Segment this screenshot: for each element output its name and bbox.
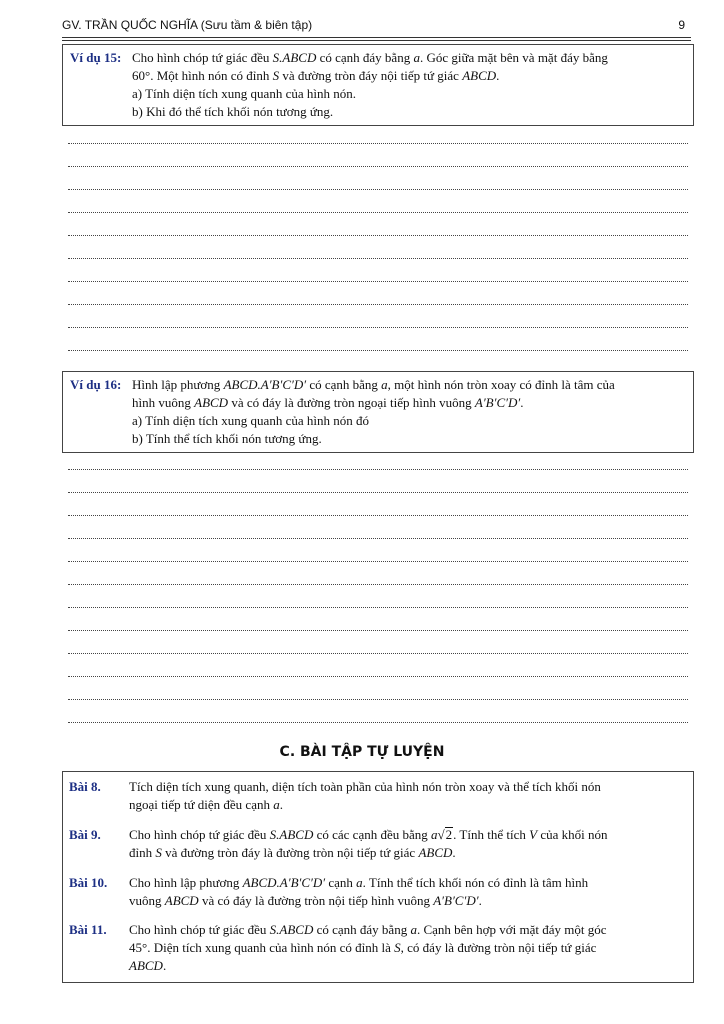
exercise-8-line1: Tích diện tích xung quanh, diện tích toàn phần của hình nón tròn xoay và thể tích khối nón — [129, 779, 601, 794]
exercise-10-label: Bài 10. — [69, 875, 108, 890]
answer-line — [68, 304, 688, 305]
answer-line — [68, 584, 688, 585]
exercises-box — [62, 771, 694, 983]
answer-line — [68, 561, 688, 562]
answer-line — [68, 722, 688, 723]
header-title: GV. TRẦN QUỐC NGHĨA (Sưu tầm & biên tập) — [62, 18, 313, 32]
answer-line — [68, 166, 688, 167]
exercise-9-line1: Cho hình chóp tứ giác đều S.ABCD có các cạnh đều bằng a√2. Tính thể tích V của khối nón — [129, 827, 608, 842]
example-15-box — [62, 44, 694, 126]
exercise-11-line3: ABCD. — [129, 958, 167, 973]
answer-line — [68, 327, 688, 328]
answer-line — [68, 607, 688, 608]
exercise-10 — [69, 874, 687, 910]
exercise-9 — [69, 826, 687, 862]
answer-line — [68, 492, 688, 493]
example-16-part-b: b) Tính thể tích khối nón tương ứng. — [132, 431, 322, 446]
answer-line — [68, 143, 688, 144]
exercise-11-line1: Cho hình chóp tứ giác đều S.ABCD có cạnh đáy bằng a. Cạnh bên hợp với mặt đáy một góc — [129, 922, 607, 937]
exercise-9-label: Bài 9. — [69, 827, 101, 842]
answer-line — [68, 699, 688, 700]
example-16-part-a: a) Tính diện tích xung quanh của hình nón đó — [132, 413, 369, 428]
section-title: C. BÀI TẬP TỰ LUYỆN — [279, 744, 445, 760]
exercise-10-line1: Cho hình lập phương ABCD.A′B′C′D′ cạnh a. Tính thể tích khối nón có đỉnh là tâm hình — [129, 875, 589, 890]
exercise-8-label: Bài 8. — [69, 779, 101, 794]
example-15-line1: Cho hình chóp tứ giác đều S.ABCD có cạnh đáy bằng a. Góc giữa mặt bên và mặt đáy bằng — [132, 50, 608, 65]
exercise-8-line2: ngoại tiếp tứ diện đều cạnh a. — [129, 797, 283, 812]
answer-line — [68, 189, 688, 190]
example-16-label: Ví dụ 16: — [70, 377, 122, 392]
exercise-11-line2: 45°. Diện tích xung quanh của hình nón có đỉnh là S, có đáy là đường tròn nội tiếp tứ giác — [129, 940, 597, 955]
answer-line — [68, 212, 688, 213]
example-16-box — [62, 371, 694, 453]
example-16-line1: Hình lập phương ABCD.A′B′C′D′ có cạnh bằng a, một hình nón tròn xoay có đỉnh là tâm của — [132, 377, 615, 392]
header-rule — [62, 37, 691, 38]
answer-line — [68, 653, 688, 654]
exercise-9-line2: đỉnh S và đường tròn đáy là đường tròn nội tiếp tứ giác ABCD. — [129, 845, 456, 860]
example-15-part-b: b) Khi đó thể tích khối nón tương ứng. — [132, 104, 334, 119]
answer-line — [68, 630, 688, 631]
exercise-8 — [69, 778, 687, 814]
answer-line — [68, 281, 688, 282]
example-16-line2: hình vuông ABCD và có đáy là đường tròn ngoại tiếp hình vuông A′B′C′D′. — [132, 395, 524, 410]
example-15-part-a: a) Tính diện tích xung quanh của hình nón. — [132, 86, 356, 101]
answer-line — [68, 350, 688, 351]
example-15-label: Ví dụ 15: — [70, 50, 122, 65]
example-15-line2: 60°. Một hình nón có đỉnh S và đường tròn đáy nội tiếp tứ giác ABCD. — [132, 68, 500, 83]
answer-line — [68, 258, 688, 259]
header-rule — [62, 40, 691, 41]
answer-line — [68, 676, 688, 677]
answer-line — [68, 469, 688, 470]
exercise-11-label: Bài 11. — [69, 922, 107, 937]
sqrt-sign: √ — [437, 827, 445, 842]
exercise-10-line2: vuông ABCD và có đáy là đường tròn nội tiếp hình vuông A′B′C′D′. — [129, 893, 482, 908]
exercise-11 — [69, 921, 687, 975]
answer-line — [68, 235, 688, 236]
answer-line — [68, 515, 688, 516]
page-number: 9 — [678, 18, 685, 32]
answer-line — [68, 538, 688, 539]
sqrt-radicand: 2 — [445, 827, 453, 842]
